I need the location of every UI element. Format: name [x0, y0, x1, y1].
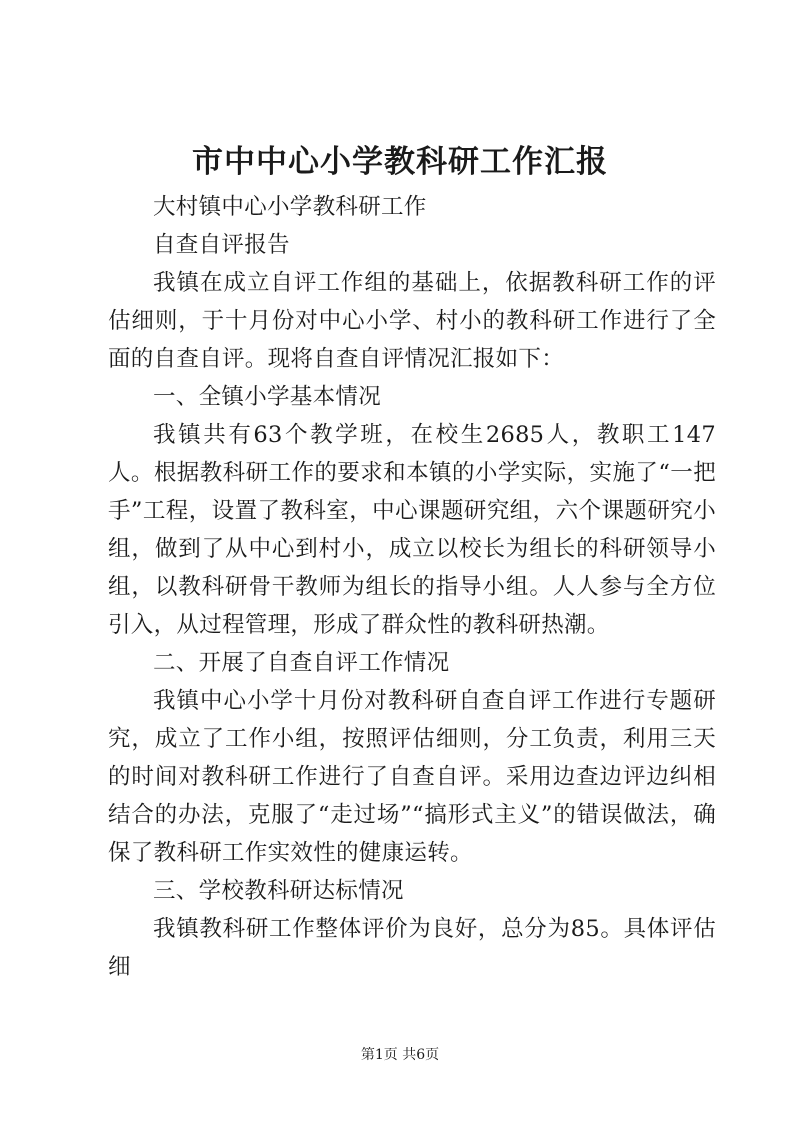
document-title: 市中中心小学教科研工作汇报 [192, 144, 608, 180]
section-1-paragraph: 我镇共有63个教学班，在校生2685人，教职工147人。根据教科研工作的要求和本镇的小学实际，实施了“一把手”工程，设置了教科室，中心课题研究组，六个课题研究小组，做到了从中心到村小，成立以校长为组长的科研领导小组，以教科研骨干教师为组长的指导小组。人人参与全方位引入，从过程管理，形成了群众性的教科研热潮。 [108, 422, 716, 638]
section-3-paragraph: 我镇教科研工作整体评价为良好，总分为85。具体评估细 [108, 916, 716, 980]
section-heading-1: 一、全镇小学基本情况 [153, 384, 382, 410]
section-heading-3: 三、学校教科研达标情况 [153, 878, 404, 904]
intro-paragraph: 我镇在成立自评工作组的基础上，依据教科研工作的评估细则，于十月份对中心小学、村小的教科研工作进行了全面的自查自评。现将自查自评情况汇报如下： [108, 270, 716, 372]
subtitle-report: 自查自评报告 [153, 232, 290, 258]
subtitle-school: 大村镇中心小学教科研工作 [153, 194, 427, 220]
section-heading-2: 二、开展了自查自评工作情况 [153, 650, 450, 676]
page-indicator: 第1页 共6页 [360, 1047, 440, 1063]
section-2-paragraph: 我镇中心小学十月份对教科研自查自评工作进行专题研究，成立了工作小组，按照评估细则，分工负责，利用三天的时间对教科研工作进行了自查自评。采用边查边评边纠相结合的办法，克服了“走过场”“搞形式主义”的错误做法，确保了教科研工作实效性的健康运转。 [108, 688, 716, 866]
document-body [108, 188, 716, 986]
